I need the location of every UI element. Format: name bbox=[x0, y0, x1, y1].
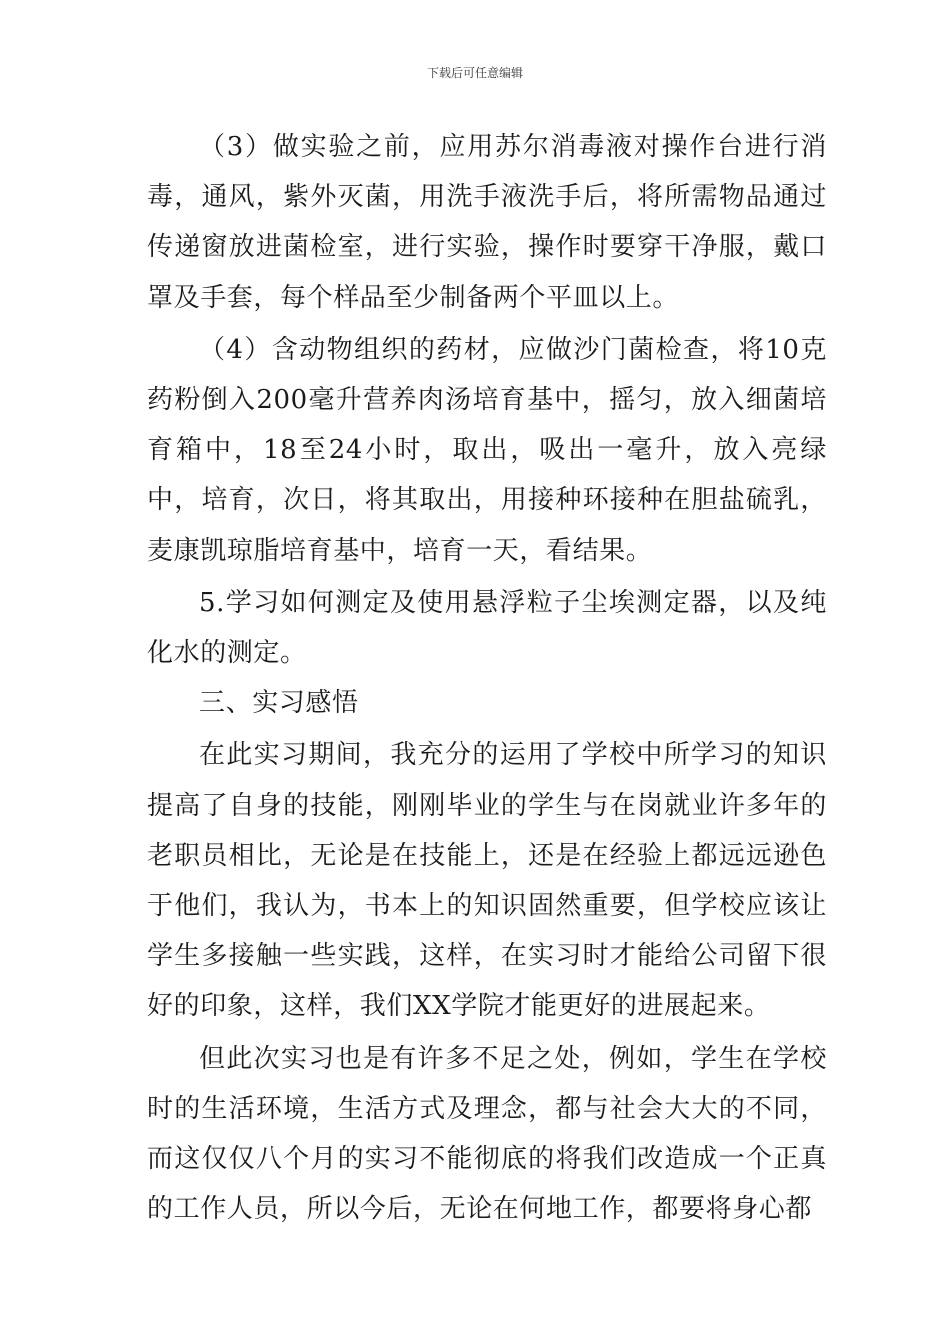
page-header-note: 下载后可任意编辑 bbox=[426, 66, 523, 80]
section-heading: 三、实习感悟 bbox=[199, 688, 359, 719]
paragraph-step-3: （3）做实验之前，应用苏尔消毒液对操作台进行消毒，通风，紫外灭菌，用洗手液洗手后，将所需物品通过传递窗放进菌检室，进行实验，操作时要穿干净服，戴口罩及手套，每个样品至少制备两个平皿以上。 bbox=[147, 132, 827, 313]
paragraph-step-5: 5.学习如何测定及使用悬浮粒子尘埃测定器，以及纯化水的测定。 bbox=[147, 587, 827, 669]
document-body bbox=[147, 122, 827, 1234]
paragraph-reflection-2: 但此次实习也是有许多不足之处，例如，学生在学校时的生活环境，生活方式及理念，都与社会大大的不同，而这仅仅八个月的实习不能彻底的将我们改造成一个正真的工作人员，所以今后，无论在何地工作，都要将身心都 bbox=[147, 1043, 827, 1225]
paragraph-step-4: （4）含动物组织的药材，应做沙门菌检查，将10克药粉倒入200毫升营养肉汤培育基中，摇匀，放入细菌培育箱中，18至24小时，取出，吸出一毫升，放入亮绿中，培育，次日，将其取出，用接种环接种在胆盐硫乳，麦康凯琼脂培育基中，培育一天，看结果。 bbox=[147, 334, 827, 566]
paragraph-reflection-1: 在此实习期间，我充分的运用了学校中所学习的知识提高了自身的技能，刚刚毕业的学生与在岗就业许多年的老职员相比，无论是在技能上，还是在经验上都远远逊色于他们，我认为，书本上的知识固然重要，但学校应该让学生多接触一些实践，这样，在实习时才能给公司留下很好的印象，这样，我们XX学院才能更好的进展起来。 bbox=[147, 740, 827, 1022]
